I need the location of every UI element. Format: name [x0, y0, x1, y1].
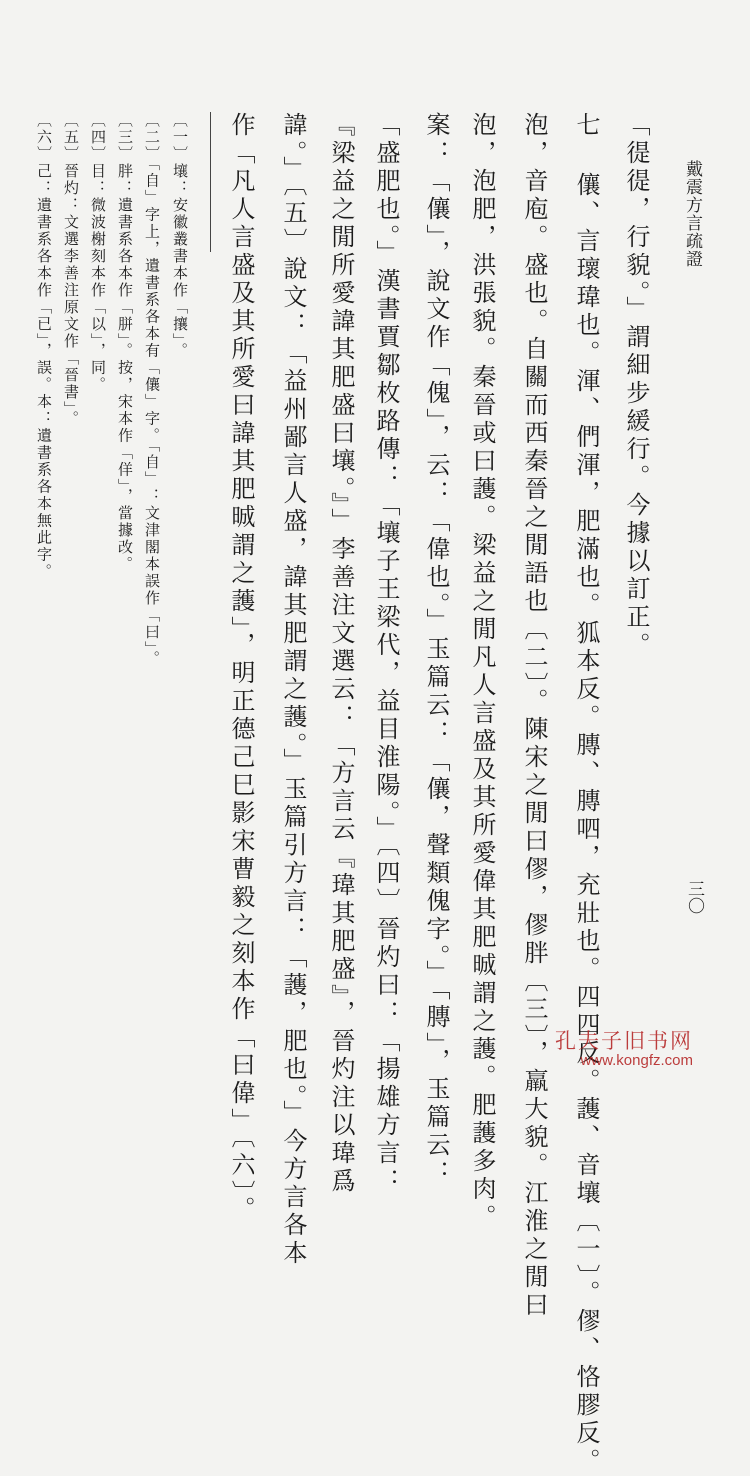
page-number: 三〇: [684, 880, 704, 914]
text-column-7: 『梁益之閒所愛諱其肥盛曰壤。』」李善注文選云：「方言云『瑋其肥盛』，晉灼注以瑋爲: [327, 112, 355, 1196]
watermark: [555, 1029, 693, 1070]
running-header-title: 戴震方言疏證: [682, 160, 702, 268]
text-column-3: 泡，音庖。盛也。自關而西秦晉之閒語也〔二〕。陳宋之閒曰僇，僇胖〔三〕，羸大貌。江淮之閒曰: [520, 112, 548, 1320]
text-column-4: 泡，泡肥，洪張貌。秦晉或曰䕶。梁益之閒凡人言盛及其所愛偉其肥晠謂之䕶。肥䕶多肉。: [468, 112, 496, 1232]
notes-divider: [210, 112, 211, 252]
text-column-9: 作「凡人言盛及其所愛曰諱其肥晠謂之䕶」，明正德己巳影宋曹毅之刻本作「曰偉」〔六〕。: [227, 112, 255, 1224]
footnote-3: 〔三〕胖：遺書系各本作「胼」。按，宋本作「佯」，當據改。: [116, 112, 134, 573]
text-column-8: 諱。」〔五〕說文：「益州鄙言人盛，諱其肥謂之䕶。」玉篇引方言：「䕶，肥也。」今方言各本: [279, 112, 307, 1268]
text-column-2: 七 儴、言瓌瑋也。渾、們渾，肥滿也。狐本反。膞、膞呬，充壯也。四四反。䕶、音壤〔一〕。僇、恪膠反。: [572, 112, 600, 1476]
text-column-5: 案：「儴」，說文作「傀」，云：「偉也。」玉篇云：「儴，聲類傀字。」「膞」，玉篇云：: [422, 112, 450, 1188]
text-column-6: 「盛肥也。」漢書賈鄒枚路傳：「壤子王梁代，益目淮陽。」〔四〕晉灼曰：「揚雄方言：: [372, 112, 400, 1196]
footnote-5: 〔五〕晉灼：文選李善注原文作「晉書」。: [62, 112, 80, 428]
watermark-url: www.kongfz.com: [580, 1052, 693, 1069]
footnote-6: 〔六〕己：遺書系各本作「已」，誤。本：遺書系各本無此字。: [35, 112, 53, 581]
text-column-1: 「徥徥，行貌。」謂細步緩行。今據以訂正。: [622, 112, 650, 660]
footnote-4: 〔四〕目：微波榭刻本作「以」，同。: [89, 112, 107, 394]
footnote-2: 〔二〕「自」字上，遺書系各本有「儴」字。「自」：文津閣本誤作「曰」。: [143, 112, 161, 668]
watermark-name: 孔夫子旧书网: [555, 1029, 693, 1053]
footnote-1: 〔一〕壤：安徽叢書本作「攘」。: [171, 112, 189, 360]
